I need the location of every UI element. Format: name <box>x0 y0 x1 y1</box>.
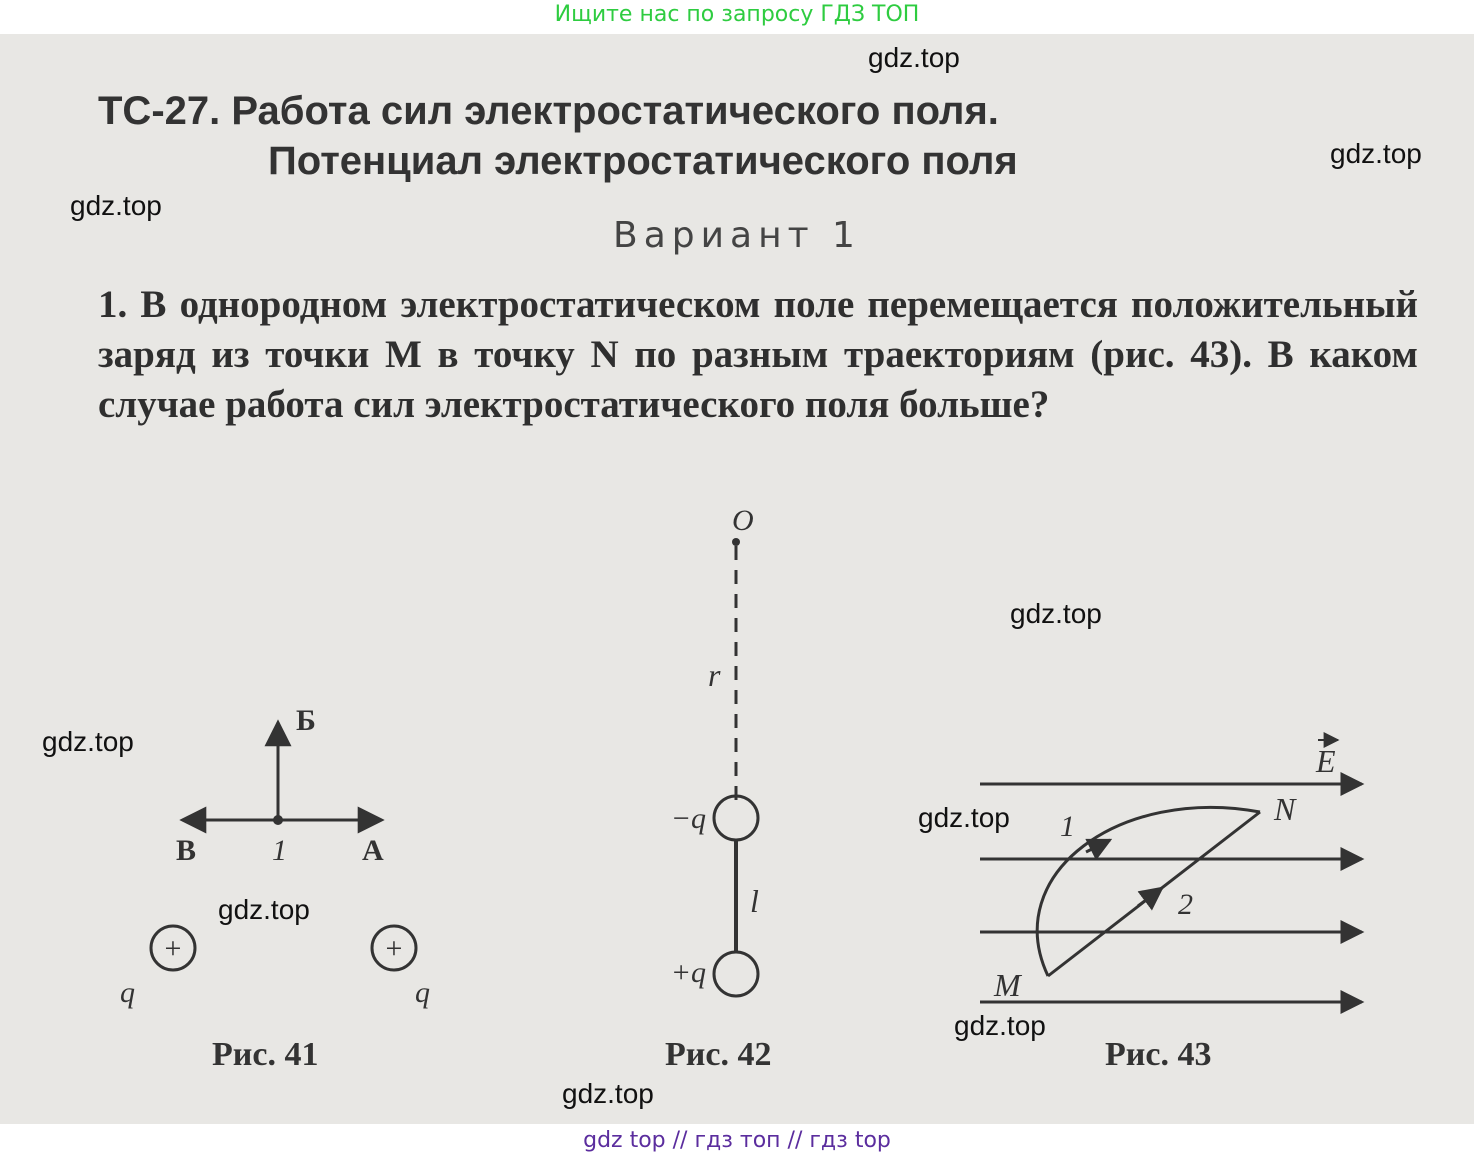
watermark: gdz.top <box>1330 138 1422 169</box>
charge-label-left: q <box>120 976 135 1009</box>
caption-fig-41: Рис. 41 <box>212 1036 319 1073</box>
watermark: gdz.top <box>868 42 960 73</box>
caption-fig-42: Рис. 42 <box>665 1036 772 1073</box>
plus-sign-right: + <box>385 932 403 965</box>
label-b: Б <box>296 704 316 737</box>
origin-point <box>273 815 283 825</box>
page-title <box>98 86 1018 186</box>
title-line-2: Потенциал электростатического поля <box>268 139 1018 183</box>
charge-pos-circle <box>714 952 758 996</box>
task-1 <box>98 280 1418 430</box>
watermark: gdz.top <box>1010 598 1102 629</box>
watermark: gdz.top <box>918 802 1010 833</box>
figure-41 <box>100 684 430 1014</box>
caption-fig-43: Рис. 43 <box>1105 1036 1212 1073</box>
task-text: В однородном электростатическом поле перемещается положительный заряд из точки M в точку N по разным траекториям (рис. 43). В каком случае работа сил электростатического поля больше? <box>98 283 1418 426</box>
label-n: N <box>1274 791 1296 827</box>
top-banner[interactable]: Ищите нас по запросу ГДЗ ТОП <box>554 2 920 27</box>
label-a: А <box>362 834 384 867</box>
watermark: gdz.top <box>218 894 310 925</box>
label-e: E <box>1316 743 1336 779</box>
variant-heading: Вариант 1 <box>613 215 861 256</box>
charge-neg-circle <box>714 796 758 840</box>
watermark: gdz.top <box>562 1078 654 1109</box>
label-o: O <box>732 504 754 537</box>
label-m: M <box>994 967 1021 1003</box>
charge-label-right: q <box>415 976 430 1009</box>
watermark: gdz.top <box>42 726 134 757</box>
title-line-1: ТС-27. Работа сил электростатического поля. <box>98 89 999 133</box>
figure-43 <box>960 724 1380 1024</box>
label-1: 1 <box>272 834 287 867</box>
textbook-page <box>0 34 1474 1124</box>
bottom-banner[interactable]: gdz top // гдз топ // гдз top <box>583 1128 891 1153</box>
label-l: l <box>750 883 759 919</box>
label-traj-1: 1 <box>1060 810 1075 843</box>
watermark: gdz.top <box>70 190 162 221</box>
trajectory-2-arrow <box>1138 888 1162 906</box>
watermark: gdz.top <box>954 1010 1046 1041</box>
label-pos-q: +q <box>670 956 706 989</box>
label-v: В <box>176 834 197 867</box>
label-neg-q: −q <box>670 802 706 835</box>
figure-42 <box>640 504 840 1024</box>
label-traj-2: 2 <box>1178 888 1193 921</box>
task-number: 1. <box>98 283 128 326</box>
label-r: r <box>708 657 721 693</box>
point-o <box>732 538 740 546</box>
plus-sign-left: + <box>164 932 182 965</box>
